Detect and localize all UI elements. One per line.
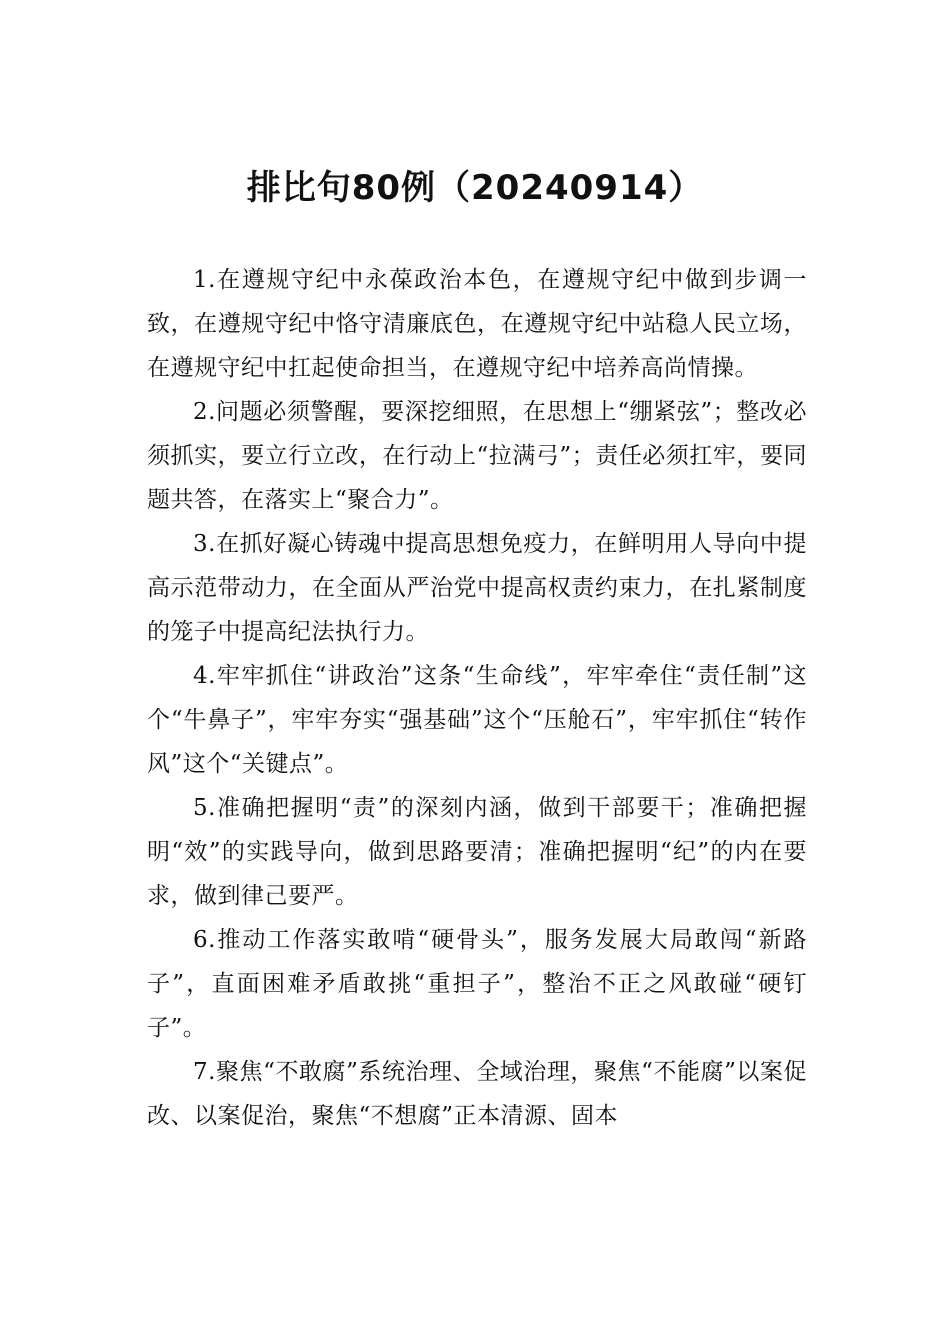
paragraph-5: 5.准确把握明“责”的深刻内涵，做到干部要干；准确把握明“效”的实践导向，做到思路要清；准确把握明“纪”的内在要求，做到律己要严。 <box>147 795 807 909</box>
paragraph-7: 7.聚焦“不敢腐”系统治理、全域治理，聚焦“不能腐”以案促改、以案促治，聚焦“不想腐”正本清源、固本 <box>147 1059 807 1129</box>
document-title: 排比句80例（20240914） <box>246 168 704 208</box>
paragraph-3: 3.在抓好凝心铸魂中提高思想免疫力，在鲜明用人导向中提高示范带动力，在全面从严治党中提高权责约束力，在扎紧制度的笼子中提高纪法执行力。 <box>147 531 807 645</box>
document-body <box>147 258 807 1138</box>
paragraph-6: 6.推动工作落实敢啃“硬骨头”，服务发展大局敢闯“新路子”，直面困难矛盾敢挑“重担子”，整治不正之风敢碰“硬钉子”。 <box>147 927 807 1041</box>
paragraph-4: 4.牢牢抓住“讲政治”这条“生命线”，牢牢牵住“责任制”这个“牛鼻子”，牢牢夯实“强基础”这个“压舱石”，牢牢抓住“转作风”这个“关键点”。 <box>147 663 807 777</box>
paragraph-2: 2.问题必须警醒，要深挖细照，在思想上“绷紧弦”；整改必须抓实，要立行立改，在行动上“拉满弓”；责任必须扛牢，要同题共答，在落实上“聚合力”。 <box>147 399 807 513</box>
paragraph-1: 1.在遵规守纪中永葆政治本色，在遵规守纪中做到步调一致，在遵规守纪中恪守清廉底色，在遵规守纪中站稳人民立场，在遵规守纪中扛起使命担当，在遵规守纪中培养高尚情操。 <box>147 267 807 381</box>
